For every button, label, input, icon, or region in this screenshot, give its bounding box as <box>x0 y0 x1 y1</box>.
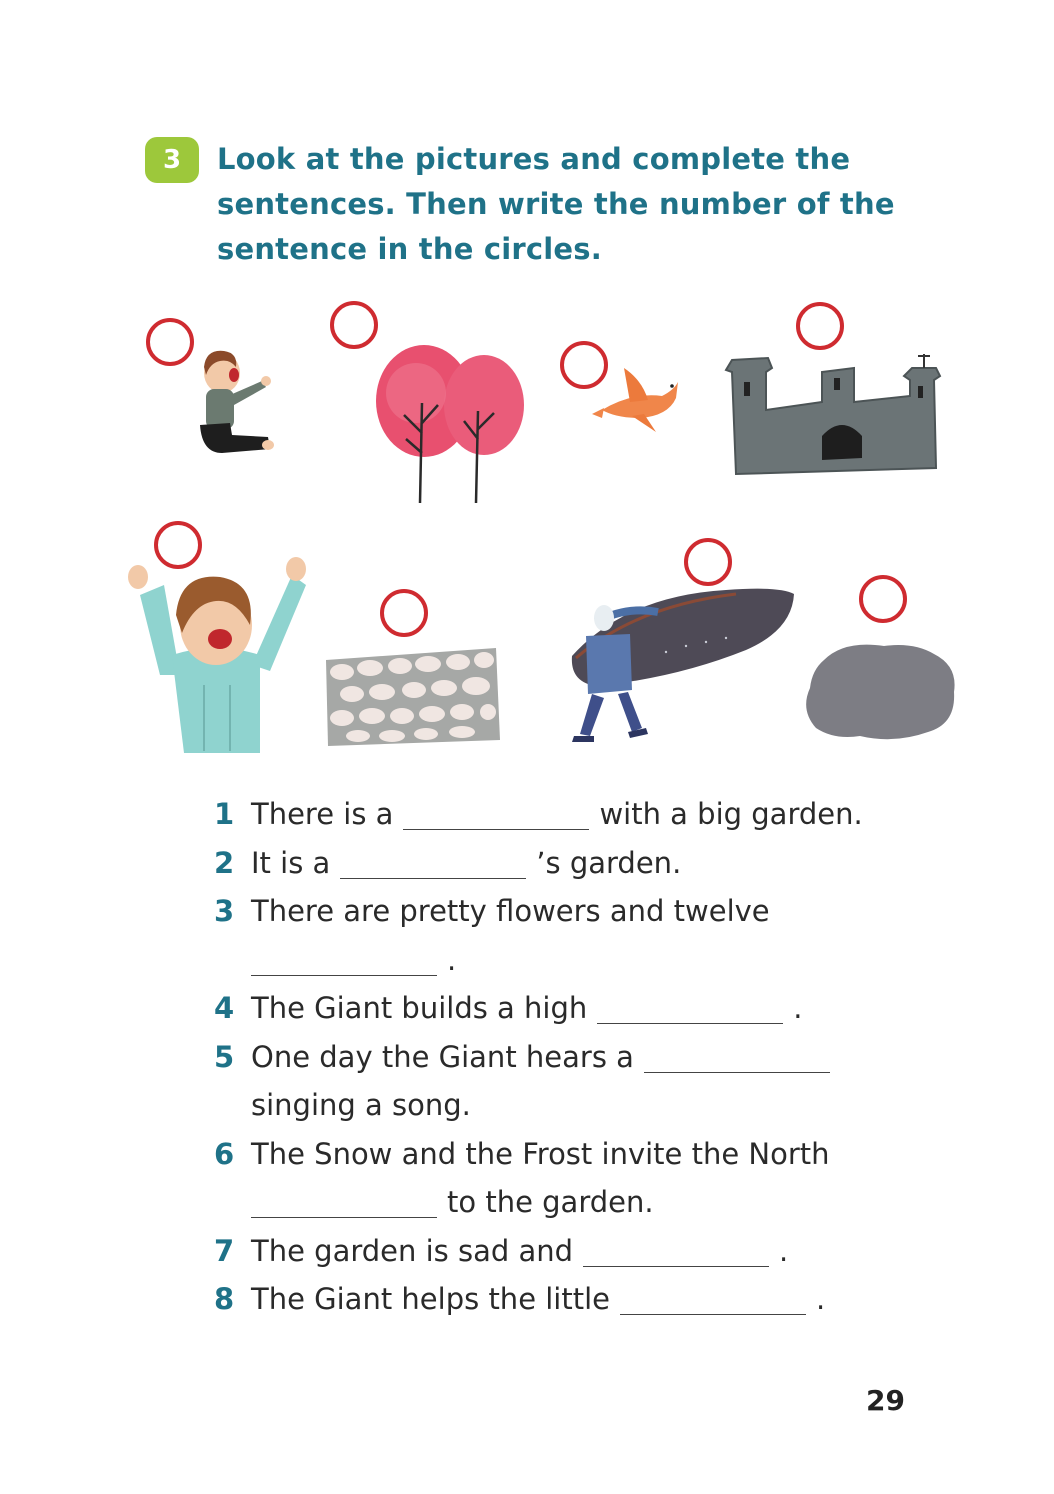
sentence-number: 3 <box>214 894 235 928</box>
sentence-text: singing a song. <box>251 1088 471 1122</box>
sentence-3 <box>214 887 914 936</box>
answer-blank[interactable] <box>403 801 589 830</box>
answer-circle[interactable] <box>146 318 194 366</box>
happy-boy-picture <box>120 555 312 755</box>
sentence-6 <box>214 1130 914 1179</box>
sentence-number: 8 <box>214 1282 235 1316</box>
sentence-text: The Giant builds a high <box>251 991 588 1025</box>
sentence-5 <box>214 1033 914 1082</box>
answer-blank[interactable] <box>340 850 526 879</box>
answer-blank[interactable] <box>583 1238 769 1267</box>
answer-blank[interactable] <box>597 995 783 1024</box>
answer-circle[interactable] <box>684 538 732 586</box>
sentence-text: The garden is sad and <box>251 1233 574 1268</box>
sentence-text: There is a <box>251 797 394 831</box>
answer-circle[interactable] <box>330 301 378 349</box>
sentence-text: It is a <box>251 845 331 880</box>
answer-circle[interactable] <box>154 521 202 569</box>
sentence-text: There are pretty flowers and twelve <box>251 894 770 928</box>
answer-circle[interactable] <box>560 341 608 389</box>
answer-blank[interactable] <box>644 1044 830 1073</box>
sentence-text: The Giant helps the little <box>251 1282 611 1316</box>
answer-circle[interactable] <box>796 302 844 350</box>
north-wind-picture <box>566 586 798 744</box>
pink-trees-picture <box>376 343 526 508</box>
sentence-4 <box>214 984 914 1033</box>
sentence-text: . <box>447 942 457 977</box>
sentence-number: 1 <box>214 797 235 831</box>
sentence-text: with a big garden. <box>599 797 863 831</box>
instruction-line: sentences. Then write the number of the <box>217 187 895 221</box>
sentence-text: . <box>816 1282 826 1316</box>
sentence-number: 5 <box>214 1039 235 1074</box>
sentence-text: One day the Giant hears a <box>251 1039 634 1074</box>
answer-circle[interactable] <box>380 589 428 637</box>
grey-puddle-picture <box>804 640 958 744</box>
sentence-number: 2 <box>214 845 235 880</box>
answer-blank[interactable] <box>251 1189 437 1218</box>
exercise-number-badge: 3 <box>145 137 199 183</box>
sentence-number: 6 <box>214 1136 235 1171</box>
sentence-2 <box>214 839 914 888</box>
sentence-text: to the garden. <box>447 1185 654 1219</box>
sentence-number: 4 <box>214 991 235 1025</box>
sentence-list <box>214 790 914 1324</box>
instruction-line: Look at the pictures and complete the <box>217 142 851 176</box>
page-number: 29 <box>866 1384 905 1417</box>
sentence-7 <box>214 1227 914 1276</box>
stone-wall-picture <box>322 640 502 748</box>
sentence-text: . <box>779 1233 789 1268</box>
sentence-5-continued <box>214 1081 914 1130</box>
boy-sitting-picture <box>192 345 282 460</box>
instruction-line: sentence in the circles. <box>217 232 602 266</box>
sentence-text: The Snow and the Frost invite the North <box>251 1136 830 1171</box>
sentence-3-continued <box>214 936 914 985</box>
castle-picture <box>722 352 944 477</box>
sentence-8 <box>214 1275 914 1324</box>
sentence-text: . <box>793 991 803 1025</box>
sentence-number: 7 <box>214 1233 235 1268</box>
answer-circle[interactable] <box>859 575 907 623</box>
sentence-6-continued <box>214 1178 914 1227</box>
answer-blank[interactable] <box>620 1286 806 1315</box>
sentence-text: ’s garden. <box>536 845 682 880</box>
answer-blank[interactable] <box>251 947 437 976</box>
exercise-instruction <box>217 137 897 272</box>
sentence-1 <box>214 790 914 839</box>
